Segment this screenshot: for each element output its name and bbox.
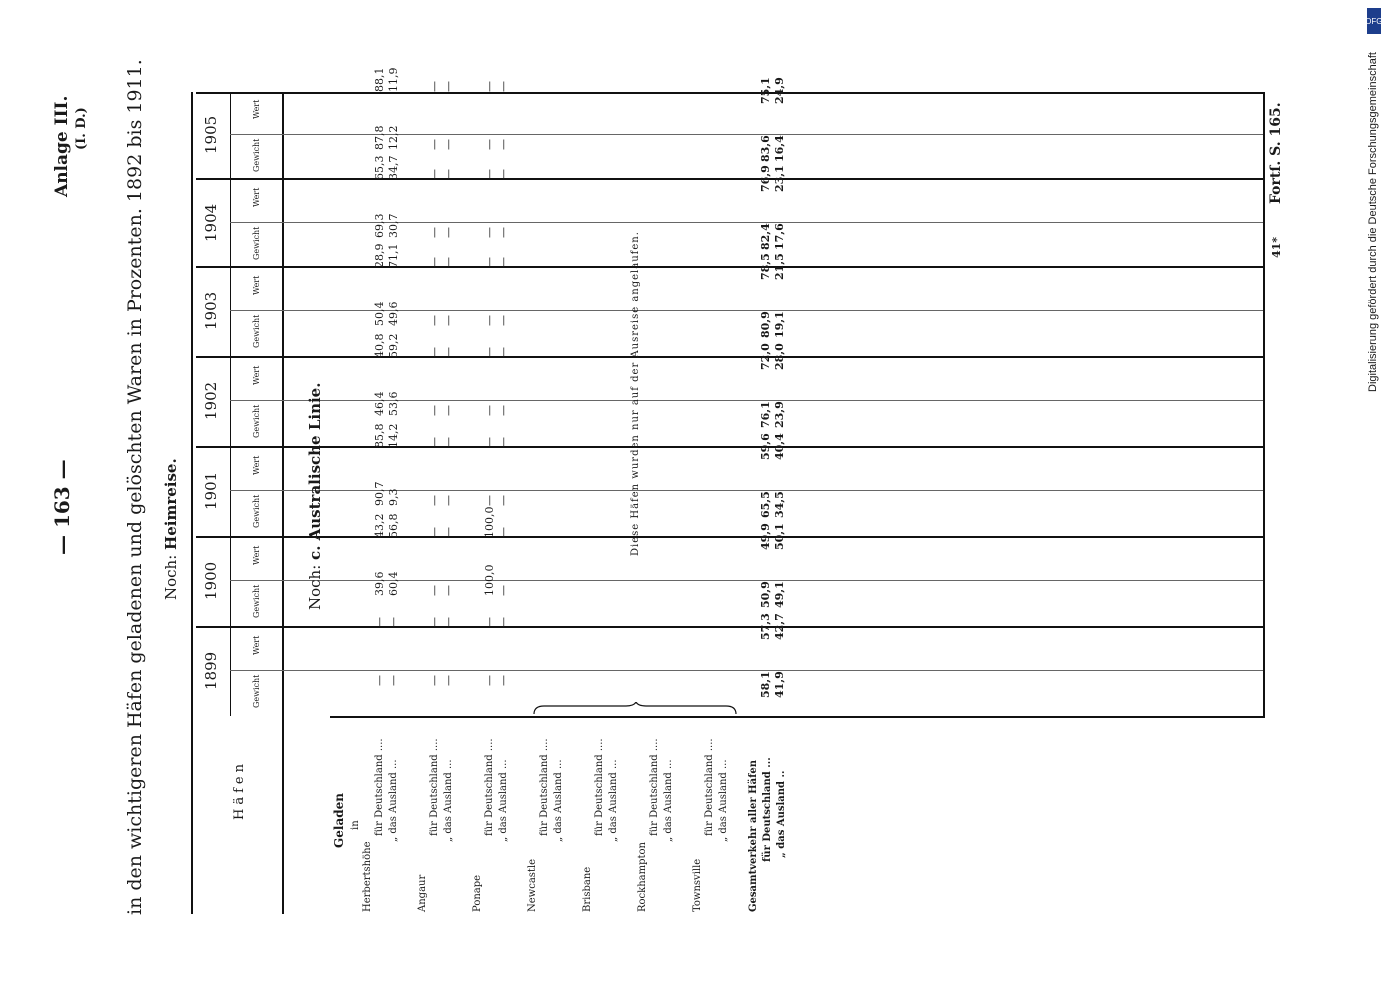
cell-de: —	[483, 315, 496, 326]
total-cell-de: 72,0	[759, 343, 772, 370]
subhdr-1901-wert: Wert	[252, 455, 261, 475]
cell-de: 87,8	[373, 125, 386, 150]
total-cell-de: 75,1	[759, 77, 772, 104]
hafen-column-rule	[330, 716, 1265, 718]
cell-de: 65,3	[373, 155, 386, 180]
sep-1903-1904	[196, 266, 1265, 268]
cell-aus: —	[497, 169, 510, 180]
cell-de: —	[373, 617, 386, 628]
subtitle-prefix: Noch:	[162, 554, 180, 600]
cell-aus: —	[497, 227, 510, 238]
cell-de: 40,8	[373, 333, 386, 358]
cell-aus: —	[442, 81, 455, 92]
cell-aus: —	[442, 315, 455, 326]
subhdr-1905-gewicht: Gewicht	[252, 138, 261, 172]
cell-de: 28,9	[373, 243, 386, 268]
cell-aus: 60,4	[387, 571, 400, 596]
cell-aus: —	[497, 139, 510, 150]
subhdr-1903-wert: Wert	[252, 275, 261, 295]
anlage-label: Anlage III.	[52, 95, 72, 197]
cell-de: —	[428, 257, 441, 268]
sep-1901-1902	[196, 446, 1265, 448]
table-header-bottom-rule	[282, 92, 284, 914]
port-name: Townsville	[692, 858, 703, 912]
cell-aus: 53,6	[387, 391, 400, 416]
total-cell-aus: 34,5	[773, 491, 786, 518]
year-1902: 1902	[202, 381, 220, 420]
dfg-credit: Digitalisierung gefördert durch die Deutsche Forschungsgemeinschaft	[1367, 52, 1379, 392]
signature-mark: 41*	[1270, 236, 1283, 258]
total-cell-aus: 24,9	[773, 77, 786, 104]
total-cell-de: 83,6	[759, 135, 772, 162]
cell-de: 100,0	[483, 506, 496, 538]
cell-de: 90,7	[373, 481, 386, 506]
sep-1904-1905	[196, 178, 1265, 180]
row-label-de: für Deutschland ....	[649, 738, 660, 836]
total-cell-de: 82,4	[759, 223, 772, 250]
cell-de: 46,4	[373, 391, 386, 416]
cell-aus: —	[442, 617, 455, 628]
cell-de: —	[428, 139, 441, 150]
row-label-aus: „ das Ausland ...	[388, 759, 399, 842]
cell-de: —	[428, 405, 441, 416]
cell-de: —	[428, 617, 441, 628]
geladen-in-label: in	[350, 820, 361, 830]
cell-de: —	[483, 227, 496, 238]
subhdr-1899-gewicht: Gewicht	[252, 674, 261, 708]
cell-aus: —	[442, 257, 455, 268]
row-label-de: für Deutschland ....	[594, 738, 605, 836]
cell-aus: —	[497, 617, 510, 628]
total-cell-aus: 41,9	[773, 671, 786, 698]
cell-de: —	[428, 227, 441, 238]
cell-de: —	[483, 495, 496, 506]
cell-de: 69,3	[373, 213, 386, 238]
year-1899: 1899	[202, 651, 220, 690]
subhdr-1902-wert: Wert	[252, 365, 261, 385]
cell-aus: 49,6	[387, 301, 400, 326]
cell-de: —	[373, 675, 386, 686]
cell-aus: 30,7	[387, 213, 400, 238]
mid-1899	[230, 670, 1265, 671]
total-cell-de: 78,5	[759, 253, 772, 280]
group-brace-svg	[530, 702, 740, 716]
total-cell-de: 65,5	[759, 491, 772, 518]
total-label: Gesamtverkehr aller Häfen	[748, 759, 759, 912]
cell-de: —	[483, 617, 496, 628]
total-cell-aus: 42,7	[773, 613, 786, 640]
cell-aus: —	[442, 169, 455, 180]
port-name: Angaur	[417, 874, 428, 912]
year-subheader-rule	[230, 92, 231, 716]
row-label-de: für Deutschland ....	[704, 738, 715, 836]
total-cell-de: 76,1	[759, 401, 772, 428]
page-title: in den wichtigeren Häfen geladenen und gelöschten Waren in Prozenten. 1892 bis 1911.	[124, 59, 146, 915]
cell-de: —	[428, 495, 441, 506]
year-1904: 1904	[202, 203, 220, 242]
total-cell-de: 50,9	[759, 581, 772, 608]
cell-de: —	[428, 437, 441, 448]
cell-de: —	[483, 169, 496, 180]
cell-aus: 11,9	[387, 67, 400, 92]
cell-aus: —	[442, 675, 455, 686]
cell-aus: —	[497, 585, 510, 596]
section-heading	[306, 383, 324, 610]
cell-aus: —	[442, 495, 455, 506]
total-cell-aus: 23,1	[773, 165, 786, 192]
cell-aus: —	[387, 675, 400, 686]
port-name: Brisbane	[582, 866, 593, 912]
cell-aus: —	[442, 585, 455, 596]
section-title: c. Australische Linie.	[306, 382, 324, 560]
cell-aus: 56,8	[387, 513, 400, 538]
total-cell-aus: 28,0	[773, 343, 786, 370]
cell-aus: —	[442, 347, 455, 358]
table-top-rule	[191, 92, 193, 914]
outbound-only-note: Diese Häfen wurden nur auf der Ausreise angelaufen.	[630, 231, 641, 556]
total-cell-de: 80,9	[759, 311, 772, 338]
cell-de: 39,6	[373, 571, 386, 596]
cell-aus: 59,2	[387, 333, 400, 358]
subhdr-1905-wert: Wert	[252, 99, 261, 119]
total-cell-de: 59,6	[759, 433, 772, 460]
cell-aus: —	[497, 495, 510, 506]
row-label-de: für Deutschland ....	[484, 738, 495, 836]
cell-de: —	[428, 169, 441, 180]
year-1905: 1905	[202, 115, 220, 154]
total-cell-aus: 17,6	[773, 223, 786, 250]
cell-aus: —	[497, 81, 510, 92]
port-name: Newcastle	[527, 858, 538, 912]
subhdr-1899-wert: Wert	[252, 635, 261, 655]
subtitle-text: Heimreise.	[162, 458, 180, 550]
cell-de: —	[428, 585, 441, 596]
subtitle	[162, 458, 180, 600]
subhdr-1901-gewicht: Gewicht	[252, 494, 261, 528]
row-label-de: für Deutschland ....	[374, 738, 385, 836]
cell-aus: 34,7	[387, 155, 400, 180]
total-cell-aus: 50,1	[773, 523, 786, 550]
cell-aus: —	[497, 315, 510, 326]
cell-de: 100,0	[483, 564, 496, 596]
total-cell-aus: 21,5	[773, 253, 786, 280]
sep-1900-1901	[196, 536, 1265, 538]
cell-de: —	[483, 347, 496, 358]
anlage-sub-label: (I. D.)	[74, 107, 89, 150]
cell-de: —	[483, 405, 496, 416]
section-prefix: Noch:	[306, 564, 324, 610]
cell-aus: —	[497, 257, 510, 268]
sep-1899-1900	[196, 626, 1265, 628]
hafen-header: Häfen	[232, 760, 247, 820]
total-cell-aus: 16,4	[773, 135, 786, 162]
row-label-de: für Deutschland ....	[429, 738, 440, 836]
port-name: Ponape	[472, 874, 483, 912]
total-de-label: für Deutschland ...	[762, 757, 773, 862]
subhdr-1902-gewicht: Gewicht	[252, 404, 261, 438]
row-label-de: für Deutschland ....	[539, 738, 550, 836]
continuation-note: Fortſ. S. 165.	[1268, 102, 1284, 204]
cell-aus: 9,3	[387, 488, 400, 506]
total-cell-de: 58,1	[759, 671, 772, 698]
port-name: Herbertshöhe	[362, 841, 373, 912]
sep-1902-1903	[196, 356, 1265, 358]
cell-aus: —	[497, 405, 510, 416]
page-number: — 163 —	[50, 459, 74, 555]
total-cell-aus: 19,1	[773, 311, 786, 338]
cell-aus: —	[497, 437, 510, 448]
row-label-aus: „ das Ausland ...	[498, 759, 509, 842]
cell-de: 43,2	[373, 513, 386, 538]
dfg-logo: DFG	[1367, 8, 1381, 34]
table-bottom-rule	[1263, 92, 1265, 716]
total-cell-de: 76,9	[759, 165, 772, 192]
subhdr-1904-gewicht: Gewicht	[252, 226, 261, 260]
cell-aus: —	[442, 139, 455, 150]
cell-aus: —	[387, 617, 400, 628]
cell-de: 85,8	[373, 423, 386, 448]
total-cell-de: 49,9	[759, 523, 772, 550]
cell-de: —	[483, 675, 496, 686]
cell-de: 88,1	[373, 67, 386, 92]
cell-de: —	[428, 347, 441, 358]
cell-aus: —	[497, 347, 510, 358]
cell-de: —	[428, 527, 441, 538]
row-label-aus: „ das Ausland ...	[608, 759, 619, 842]
cell-de: —	[483, 437, 496, 448]
cell-aus: 14,2	[387, 423, 400, 448]
total-aus-label: „ das Ausland ..	[776, 770, 787, 858]
total-cell-aus: 49,1	[773, 581, 786, 608]
total-cell-aus: 23,9	[773, 401, 786, 428]
year-1901: 1901	[202, 471, 220, 510]
row-label-aus: „ das Ausland ...	[443, 759, 454, 842]
cell-aus: —	[442, 227, 455, 238]
cell-aus: —	[497, 675, 510, 686]
sep-1905-end	[196, 92, 1265, 94]
total-cell-de: 57,3	[759, 613, 772, 640]
subhdr-1900-wert: Wert	[252, 545, 261, 565]
subhdr-1904-wert: Wert	[252, 187, 261, 207]
port-name: Rockhampton	[637, 842, 648, 912]
cell-aus: —	[497, 527, 510, 538]
year-1903: 1903	[202, 291, 220, 330]
cell-de: —	[483, 139, 496, 150]
total-cell-aus: 40,4	[773, 433, 786, 460]
cell-aus: —	[442, 527, 455, 538]
subhdr-1903-gewicht: Gewicht	[252, 314, 261, 348]
cell-de: 50,4	[373, 301, 386, 326]
geladen-label: Geladen	[332, 793, 346, 848]
row-label-aus: „ das Ausland ...	[663, 759, 674, 842]
year-1900: 1900	[202, 561, 220, 600]
cell-de: —	[483, 257, 496, 268]
cell-de: —	[428, 81, 441, 92]
row-label-aus: „ das Ausland ...	[718, 759, 729, 842]
cell-aus: 71,1	[387, 243, 400, 268]
cell-aus: —	[442, 405, 455, 416]
cell-de: —	[483, 81, 496, 92]
cell-de: —	[428, 675, 441, 686]
cell-de: —	[428, 315, 441, 326]
row-label-aus: „ das Ausland ...	[553, 759, 564, 842]
cell-aus: —	[442, 437, 455, 448]
cell-aus: 12,2	[387, 125, 400, 150]
subhdr-1900-gewicht: Gewicht	[252, 584, 261, 618]
